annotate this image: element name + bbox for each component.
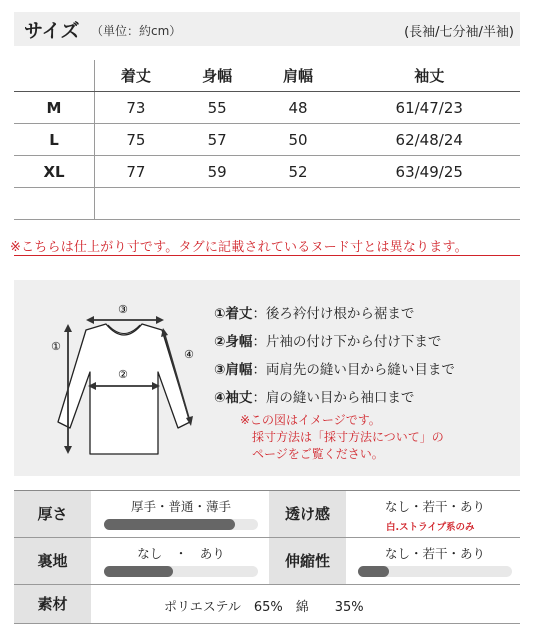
divider [14,255,520,256]
stretch-label: 伸縮性 [269,538,346,584]
column-header: 身幅 [177,60,258,92]
thickness-label: 厚さ [14,491,91,537]
table-cell: 62/48/24 [338,124,520,156]
lining-bar-fill [104,566,173,577]
column-header: 肩幅 [258,60,339,92]
marker-3: ③ [118,303,128,316]
size-label: XL [14,156,95,188]
lining-label: 裏地 [14,538,91,584]
table-row [14,92,520,124]
table-row [14,156,520,188]
table-cell: 48 [258,92,339,124]
stretch-options: なし・若干・あり [384,546,485,561]
legend-item: ③肩幅：両肩先の縫い目から縫い目まで [214,362,455,378]
table-cell: 59 [177,156,258,188]
legend-item: ①着丈：後ろ衿付け根から裾まで [214,306,415,322]
table-cell: 73 [95,92,177,124]
table-cell: 55 [177,92,258,124]
unit-label: （単位：約cm） [91,24,182,38]
image-disclaimer: ※この図はイメージです。 採寸方法は「採寸方法について」の ページをご覧ください。 [240,413,444,461]
lining-bar [104,566,258,577]
table-row-empty [14,188,520,220]
transparency-label: 透け感 [269,491,346,537]
marker-1: ① [51,340,61,353]
table-row [14,124,520,156]
fabric-composition: ポリエステル 65% 綿 35% [164,600,364,615]
legend-item: ④袖丈：肩の縫い目から袖口まで [214,390,415,406]
column-header: 袖丈 [338,60,520,92]
property-row [14,585,520,624]
size-table-header-row [14,60,520,92]
thickness-bar [104,519,258,530]
fabric-properties-table [14,490,520,631]
table-cell: 77 [95,156,177,188]
table-cell: 63/49/25 [338,156,520,188]
marker-2: ② [118,368,128,381]
marker-4: ④ [184,348,194,361]
finished-size-note: ※こちらは仕上がり寸です。タグに記載されているヌード寸とは異なります。 [10,240,468,255]
table-cell: 75 [95,124,177,156]
table-cell: 50 [258,124,339,156]
legend-item: ②身幅：片袖の付け下から付け下まで [214,334,442,350]
thickness-bar-fill [104,519,235,530]
transparency-badge: 白.ストライプ系のみ [386,522,475,533]
size-label: M [14,92,95,124]
stretch-bar [358,566,512,577]
stretch-bar-fill [358,566,389,577]
fabric-label: 素材 [14,585,91,623]
transparency-options: なし・若干・あり [384,499,485,514]
property-row [14,491,520,538]
table-cell: 52 [258,156,339,188]
table-cell: 61/47/23 [338,92,520,124]
lining-options: なし ・ あり [137,546,225,561]
measurement-diagram-panel [14,280,520,476]
table-cell: 57 [177,124,258,156]
size-table [14,60,520,220]
size-header-bar [14,12,520,46]
size-table-corner [14,60,95,92]
property-row [14,538,520,585]
thickness-options: 厚手・普通・薄手 [130,499,231,514]
size-title: サイズ [24,20,80,42]
sleeve-variants-label: (長袖/七分袖/半袖) [404,25,514,40]
column-header: 着丈 [95,60,177,92]
size-label: L [14,124,95,156]
shirt-diagram-icon [34,294,214,464]
